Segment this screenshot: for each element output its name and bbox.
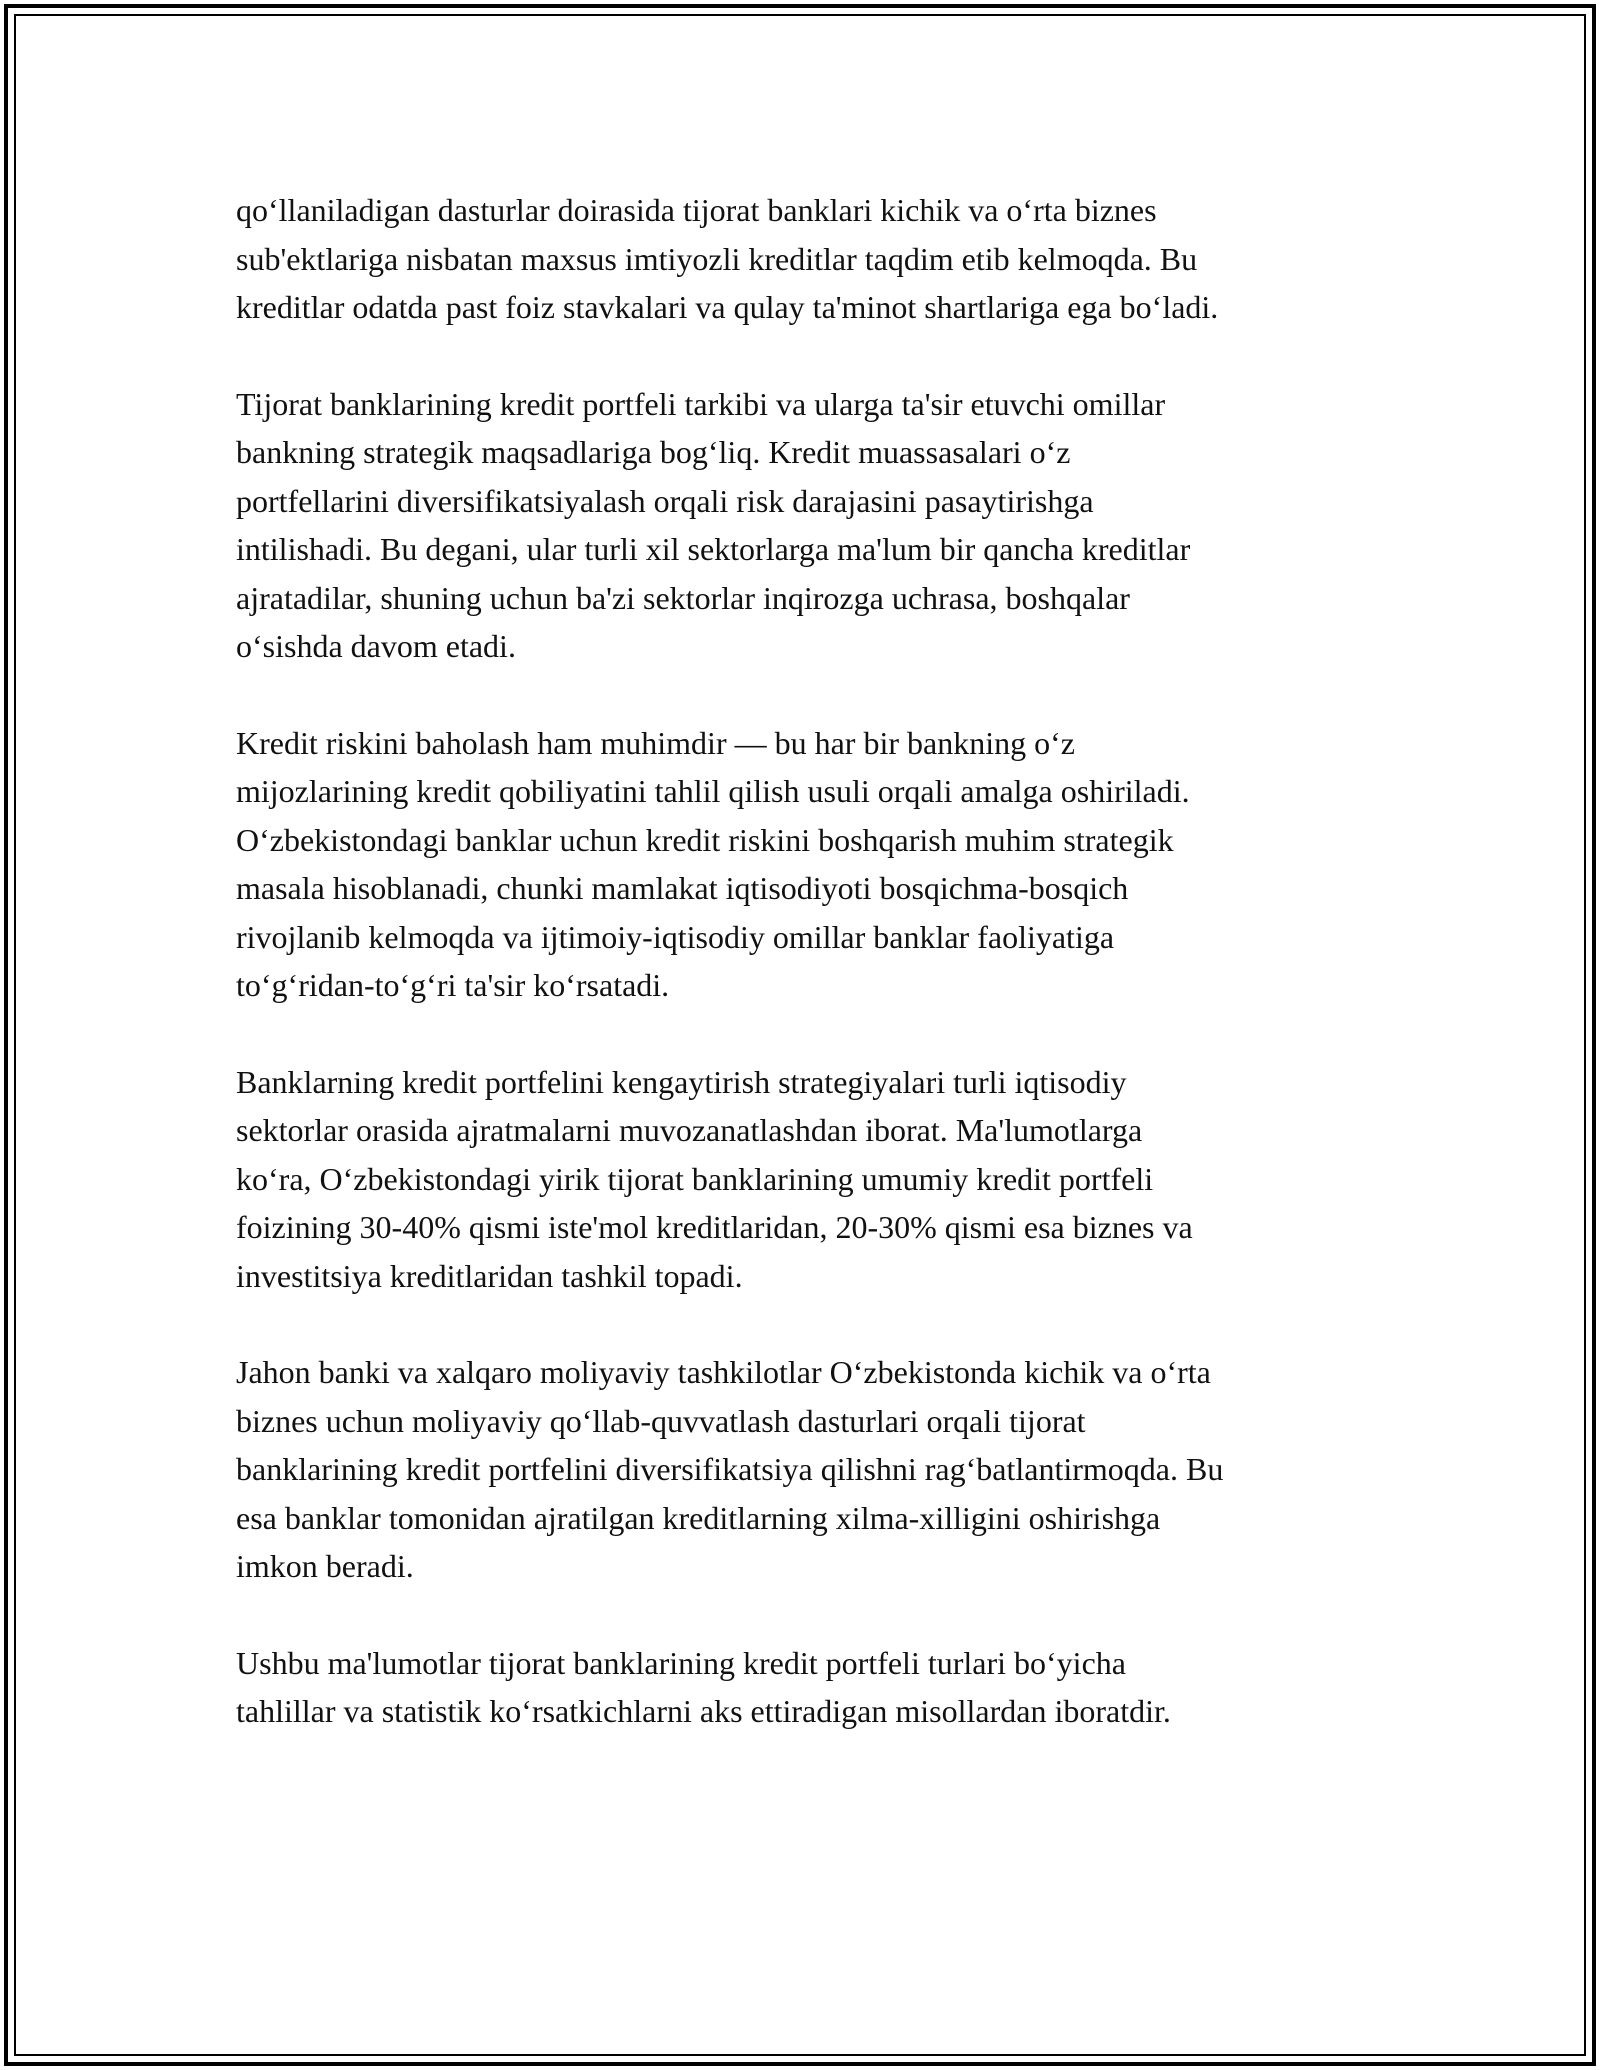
paragraph-3: Kredit riskini baholash ham muhimdir — bu har bir bankning o‘z mijozlarining kredit qobiliyatini tahlil qilish usuli orqali amalga oshiriladi. O‘zbekistondagi banklar uchun kredit riskini boshqarish muhim strategik masala hisoblanadi, chunki mamlakat iqtisodiyoti bosqichma-bosqich rivojlanib kelmoqda va ijtimoiy-iqtisodiy omillar banklar faoliyatiga to‘g‘ridan-to‘g‘ri ta'sir ko‘rsatadi. — [236, 724, 1190, 1003]
paragraph-6: Ushbu ma'lumotlar tijorat banklarining kredit portfeli turlari bo‘yicha tahlillar va statistik ko‘rsatkichlarni aks ettiradigan misollardan iboratdir. — [236, 1644, 1171, 1729]
document-body — [236, 186, 1376, 1784]
paragraph-2: Tijorat banklarining kredit portfeli tarkibi va ularga ta'sir etuvchi omillar bankning strategik maqsadlariga bog‘liq. Kredit muassasalari o‘z portfellarini diversifikatsiyalash orqali risk darajasini pasaytirishga intilishadi. Bu degani, ular turli xil sektorlarga ma'lum bir qancha kreditlar ajratadilar, shuning uchun ba'zi sektorlar inqirozga uchrasa, boshqalar o‘sishda davom etadi. — [236, 385, 1191, 664]
paragraph-5: Jahon banki va xalqaro moliyaviy tashkilotlar O‘zbekistonda kichik va o‘rta biznes uchun moliyaviy qo‘llab-quvvatlash dasturlari orqali tijorat banklarining kredit portfelini diversifikatsiya qilishni rag‘batlantirmoqda. Bu esa banklar tomonidan ajratilgan kreditlarning xilma-xilligini oshirishga imkon beradi. — [236, 1354, 1224, 1584]
paragraph-1: qo‘llaniladigan dasturlar doirasida tijorat banklari kichik va o‘rta biznes sub'ektlariga nisbatan maxsus imtiyozli kreditlar taqdim etib kelmoqda. Bu kreditlar odatda past foiz stavkalari va qulay ta'minot shartlariga ega bo‘ladi. — [236, 192, 1219, 325]
paragraph-4: Banklarning kredit portfelini kengaytirish strategiyalari turli iqtisodiy sektorlar orasida ajratmalarni muvozanatlashdan iborat. Ma'lumotlarga ko‘ra, O‘zbekistondagi yirik tijorat banklarining umumiy kredit portfeli foizining 30-40% qismi iste'mol kreditlaridan, 20-30% qismi esa biznes va investitsiya kreditlaridan tashkil topadi. — [236, 1063, 1193, 1294]
